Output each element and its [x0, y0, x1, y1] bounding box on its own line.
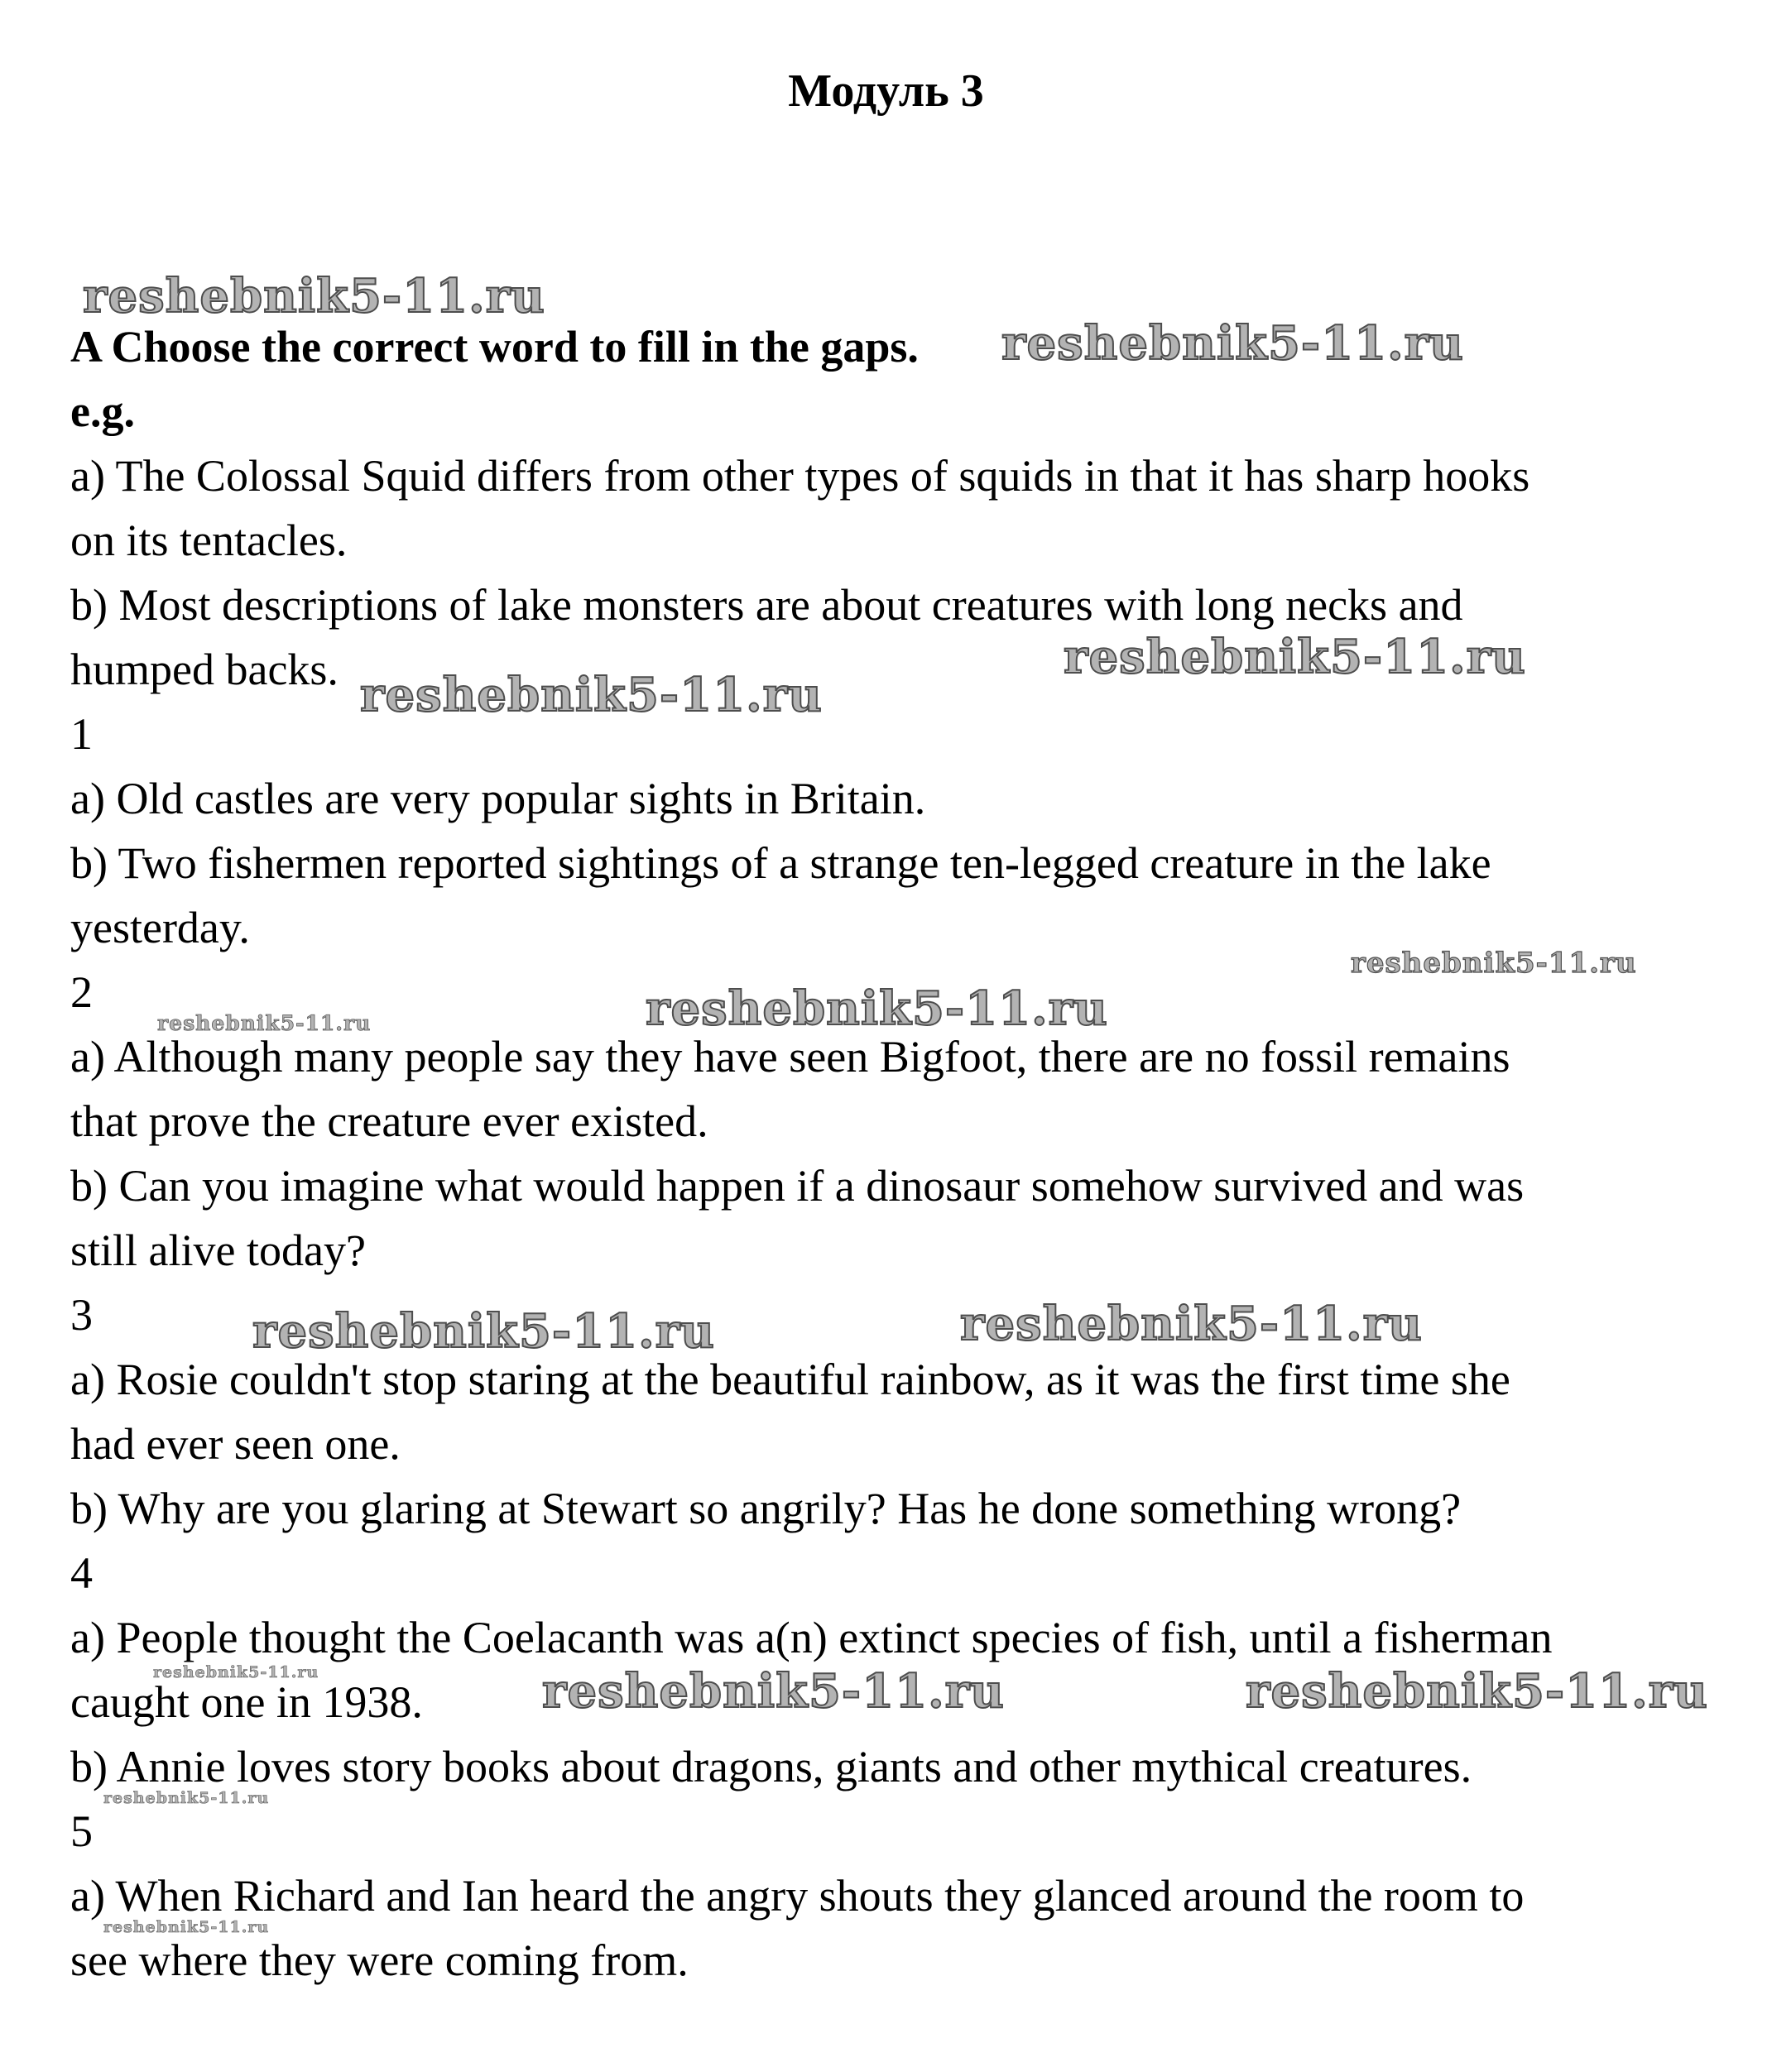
watermark: reshebnik5-11.ru [252, 1304, 715, 1359]
item-number: 1 [70, 709, 93, 759]
item-number: 2 [70, 967, 93, 1017]
watermark: reshebnik5-11.ru [103, 1789, 270, 1807]
text-line: b) Can you imagine what would happen if a dinosaur somehow survived and was [70, 1161, 1525, 1211]
watermark: reshebnik5-11.ru [542, 1664, 1005, 1719]
watermark: reshebnik5-11.ru [1351, 947, 1637, 980]
item-number: 5 [70, 1806, 93, 1856]
text-line: caught one in 1938. [70, 1677, 423, 1727]
page-title: Модуль 3 [788, 65, 984, 117]
text-line: a) When Richard and Ian heard the angry shouts they glanced around the room to [70, 1871, 1525, 1921]
watermark: reshebnik5-11.ru [1064, 630, 1526, 684]
watermark: reshebnik5-11.ru [360, 668, 823, 722]
watermark: reshebnik5-11.ru [646, 981, 1108, 1036]
text-line: b) Two fishermen reported sightings of a strange ten-legged creature in the lake [70, 838, 1491, 888]
text-line: a) Old castles are very popular sights in Britain. [70, 774, 926, 823]
watermark: reshebnik5-11.ru [153, 1663, 319, 1681]
text-line: see where they were coming from. [70, 1935, 689, 1985]
exercise-heading: A Choose the correct word to fill in the gaps. [70, 322, 919, 372]
text-line: a) Rosie couldn't stop staring at the beautiful rainbow, as it was the first time she [70, 1355, 1510, 1404]
text-line: b) Most descriptions of lake monsters are about creatures with long necks and [70, 580, 1463, 630]
item-number: 3 [70, 1290, 93, 1340]
text-line: a) People thought the Coelacanth was a(n) extinct species of fish, until a fisherman [70, 1613, 1553, 1662]
text-line: humped backs. [70, 645, 339, 694]
watermark: reshebnik5-11.ru [103, 1918, 270, 1936]
text-line: still alive today? [70, 1225, 366, 1275]
watermark: reshebnik5-11.ru [157, 1011, 372, 1035]
text-line: a) The Colossal Squid differs from other types of squids in that it has sharp hooks [70, 451, 1530, 501]
watermark: reshebnik5-11.ru [1246, 1664, 1708, 1719]
text-line: b) Why are you glaring at Stewart so angrily? Has he done something wrong? [70, 1484, 1462, 1533]
example-label: e.g. [70, 386, 135, 436]
watermark: reshebnik5-11.ru [960, 1297, 1423, 1351]
item-number: 4 [70, 1548, 93, 1598]
text-line: a) Although many people say they have seen Bigfoot, there are no fossil remains [70, 1032, 1510, 1082]
watermark: reshebnik5-11.ru [1001, 316, 1464, 371]
text-line: b) Annie loves story books about dragons, giants and other mythical creatures. [70, 1742, 1472, 1791]
text-line: yesterday. [70, 903, 250, 952]
text-line: had ever seen one. [70, 1419, 401, 1469]
text-line: on its tentacles. [70, 516, 348, 565]
watermark: reshebnik5-11.ru [83, 269, 545, 324]
text-line: that prove the creature ever existed. [70, 1096, 708, 1146]
